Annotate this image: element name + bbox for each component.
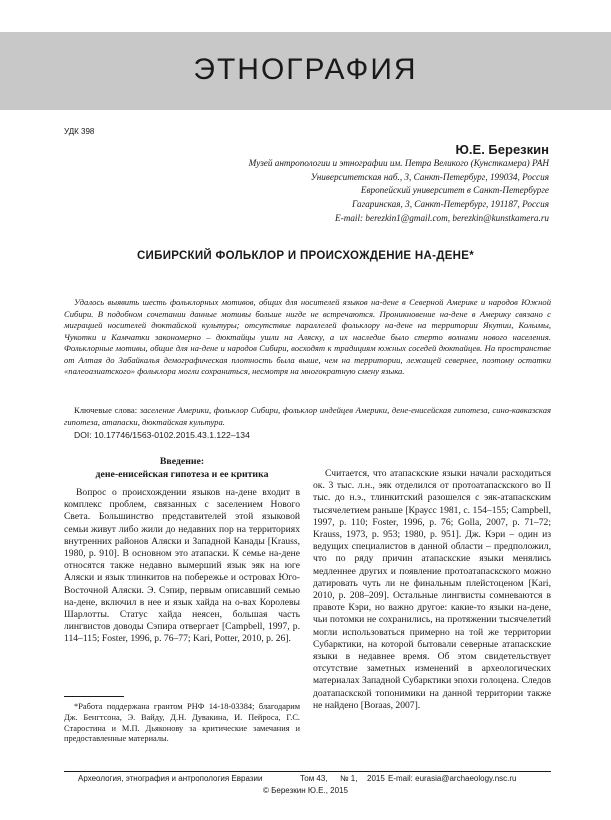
- keywords-label: Ключевые слова:: [74, 405, 138, 415]
- footer-issue: № 1,: [340, 774, 358, 783]
- body-paragraph: Вопрос о происхождении языков на-дене входит в комплекс проблем, связанных с заселением Нового Света. Большинство представителей этой языковой семьи живут либо жили до недавних пор на территориях внутренних районов Аляски и Западной Канады [Krauss, 1980, p. 910]. В основном это атапаски. К семье на-дене относятся также недавно вымерший язык эяк на юге Аляски и язык тлинкитов на побережье и островах Юго-Восточной Аляски. Э. Сэпир, первым описавший семью на-дене, включил в нее и язык хайда на о-вах Королевы Шарлотты. Статус хайда неясен, большая часть лингвистов доводы Сэпира отвергает [Campbell, 1997, p. 114–115; Foster, 1996, p. 76–77; Kari, Potter, 2010, p. 26].: [64, 487, 300, 645]
- article-title: СИБИРСКИЙ ФОЛЬКЛОР И ПРОИСХОЖДЕНИЕ НА-ДЕНЕ*: [136, 250, 475, 262]
- section-heading: [64, 455, 300, 481]
- affiliation-line: Университетская наб., 3, Санкт-Петербург, 199034, Россия: [310, 171, 549, 182]
- footer-copyright: © Березкин Ю.Е., 2015: [263, 786, 348, 795]
- footnote: *Работа поддержана грантом РНФ 14-18-03384; благодарим Дж. Бенгтсона, Э. Вайду, Д.Н. Дувакина, И. Пейроса, Г.С. Старостина и М.П. Дьяконову за критические замечания и предоставленные материалы.: [64, 702, 300, 744]
- keywords-text: заселение Америки, фольклор Сибири, фольклор индейцев Америки, дене-енисейская гипотеза, сино-кавказская гипотеза, атапаски, дюктайская культура.: [64, 405, 552, 427]
- footer-year: 2015: [367, 774, 385, 783]
- doi-link[interactable]: DOI: 10.17746/1563-0102.2015.43.1.122–134: [74, 430, 250, 440]
- footer-journal: Археология, этнография и антропология Евразии: [78, 774, 263, 783]
- affiliation-line: Гагаринская, 3, Санкт-Петербург, 191187, Россия: [351, 199, 549, 210]
- footnote-divider: [64, 696, 124, 697]
- author-affiliation: [129, 157, 549, 226]
- footer-divider: [64, 771, 551, 772]
- section-heading-line-2: дене-енисейская гипотеза и ее критика: [95, 469, 269, 480]
- left-column: [64, 455, 300, 646]
- affiliation-line: Европейский университет в Санкт-Петербурге: [360, 185, 549, 196]
- right-column: [313, 468, 551, 712]
- affiliation-line: Музей антропологии и этнографии им. Петра Великого (Кунсткамера) РАН: [248, 158, 549, 168]
- footer-email[interactable]: E-mail: eurasia@archaeology.nsc.ru: [388, 774, 517, 783]
- section-title: ЭТНОГРАФИЯ: [193, 53, 418, 86]
- footer-volume: Том 43,: [300, 774, 328, 783]
- abstract: Удалось выявить шесть фольклорных мотивов, общих для носителей языков на-дене в Северной Америке и народов Южной Сибири. В подобном сочетании данные мотивы больше нигде не встречаются. Проникновение на-дене в Америку связано с миграцией носителей дюктайской культуры; отсутствие параллелей фольклору на-дене на территории Якутии, Колымы, Чукотки и Камчатки закономерно – дюктайцы ушли на Аляску, а их наследие было стерто волнами нового населения. Фольклорные мотивы, общие для на-дене и народов Сибири, восходят к традициям южных соседей дюктайцев. На пространстве от Алтая до Забайкалья демографическая плотность была выше, чем на территории, лежащей севернее, поэтому остатки «палеоазиатского» фольклора могли сохраниться, несмотря на многократную смену языка.: [64, 297, 551, 376]
- section-heading-line-1: Введение:: [159, 456, 205, 467]
- body-paragraph: Считается, что атапаскские языки начали расходиться ок. 3 тыс. л.н., эяк отделился от протоатапаскского во II тыс. до н.э., тлинкитский разошелся с эяк-атапаскским тысячелетием раньше [Краусс 1981, с. 154–155; Campbell, 1997, p. 110; Foster, 1996, p. 76; Golla, 2007, p. 71–72; Krauss, 1973, p. 953; 1980, p. 951]. Дж. Кэри – один из ведущих специалистов в данной области – предположил, что по ряду причин атапаскские языки менялись медленнее других и появление протоатапаскского можно датировать чуть ли не финальным плейстоценом [Kari, 2010, p. 208–209]. Остальные лингвисты сомневаются в правоте Кэри, но важно другое: какие-то языки на-дене, чьи потомки не сохранились, на протяжении тысячелетий могли использоваться примерно на той же территории Субарктики, на которой бытовали северные атапаскские языки в недавнее время. Об этом свидетельствует отсутствие заметных изменений в археологических материалах Западной Субарктики эпохи голоцена. Следов доатапаскской топонимики на данной территории также не найдено [Boraas, 2007].: [313, 468, 551, 711]
- affiliation-email[interactable]: E-mail: berezkin1@gmail.com, berezkin@kunstkamera.ru: [335, 212, 549, 223]
- keywords: [64, 405, 551, 428]
- udk-code: УДК 398: [64, 127, 95, 136]
- author-name: Ю.Е. Березкин: [455, 142, 549, 157]
